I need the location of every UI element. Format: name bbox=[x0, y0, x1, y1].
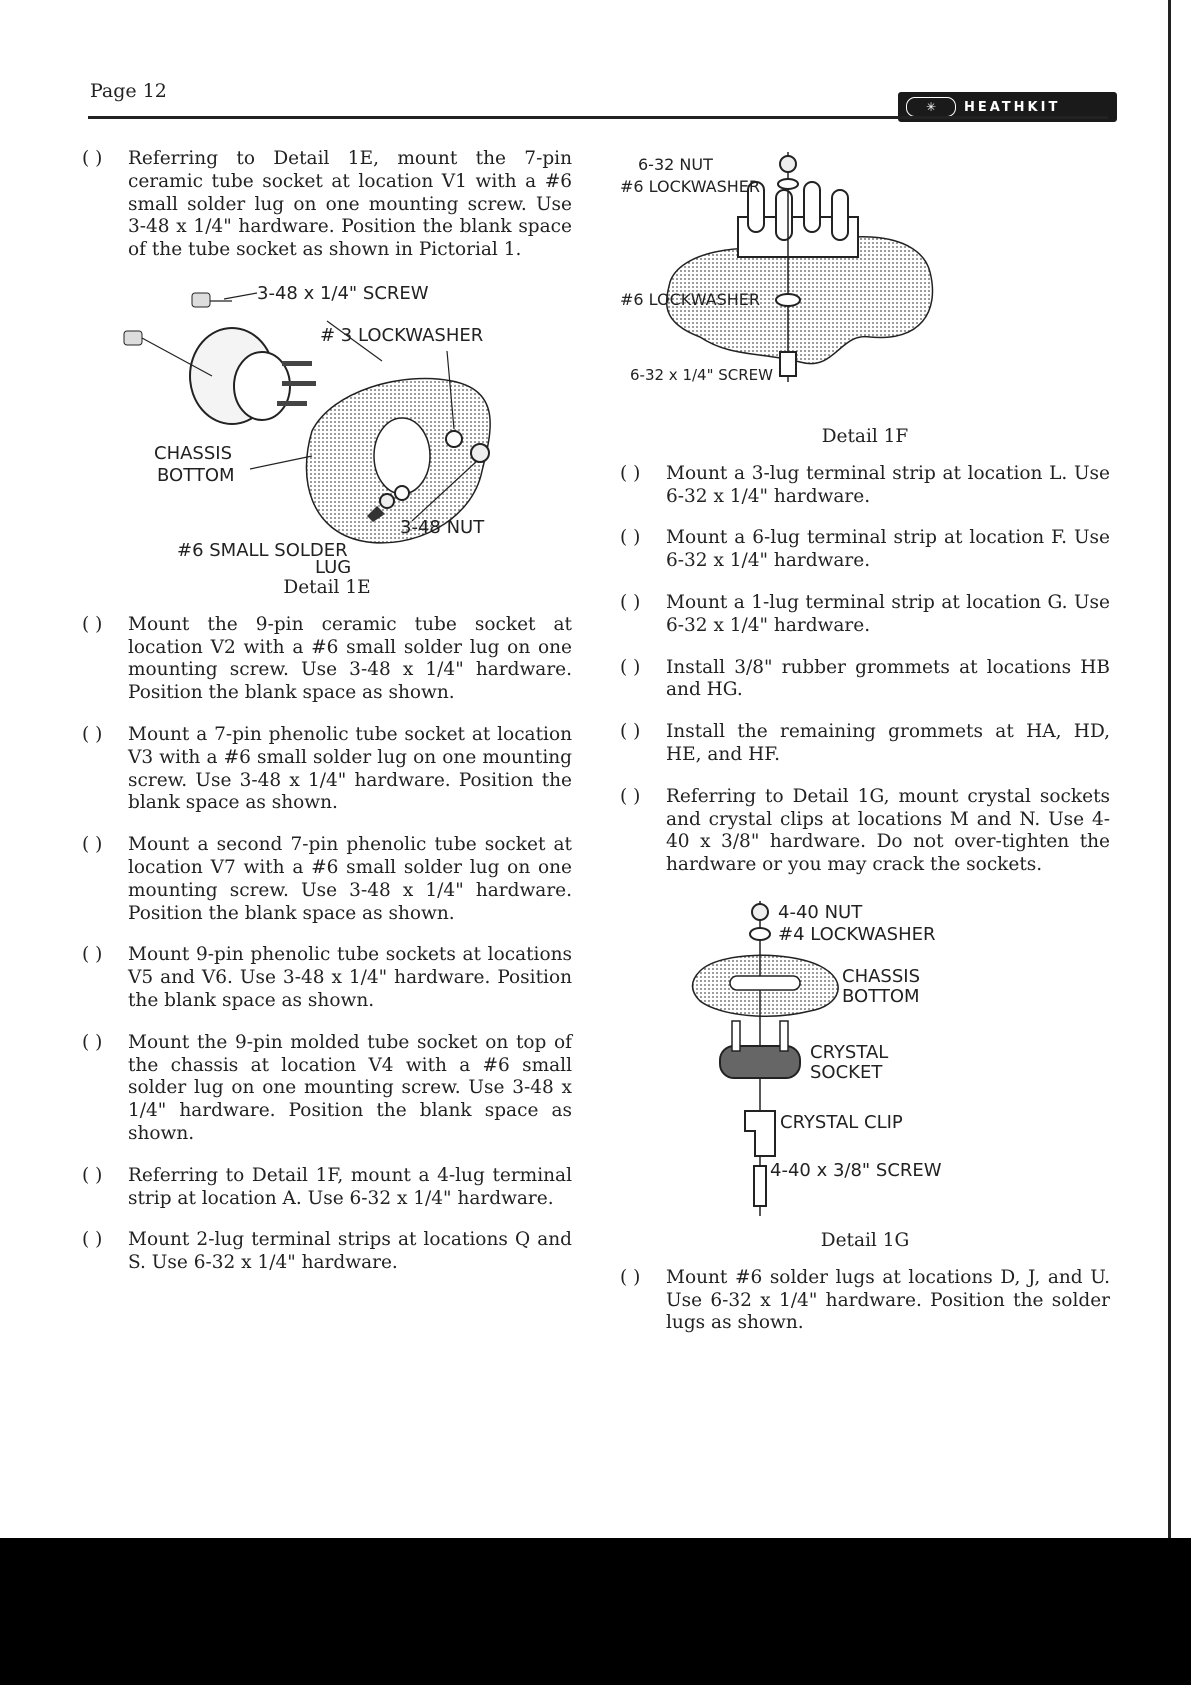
label-nut: 6-32 NUT bbox=[638, 155, 713, 174]
step-item bbox=[620, 592, 1110, 638]
checkbox[interactable]: ( ) bbox=[620, 462, 641, 484]
checkbox[interactable]: ( ) bbox=[620, 721, 641, 743]
step-item bbox=[82, 148, 572, 262]
label-crystal-clip: CRYSTAL CLIP bbox=[780, 1111, 903, 1133]
detail-1g-caption: Detail 1G bbox=[820, 1229, 910, 1251]
scan-footer-band bbox=[0, 1538, 1191, 1685]
step-text: Referring to Detail 1E, mount the 7-pin ceramic tube socket at location V1 with a #6 small solder lug on one mounting screw. Use 3-48 x 1/4" hardware. Position the blank space of the tube socket as shown in Pictorial 1. bbox=[128, 148, 572, 261]
step-text: Mount #6 solder lugs at locations D, J, and U. Use 6-32 x 1/4" hardware. Position the solder lugs as shown. bbox=[666, 1266, 1110, 1334]
lockwasher-icon bbox=[776, 294, 800, 306]
step-text: Referring to Detail 1G, mount crystal sockets and crystal clips at locations M and N. Use 4-40 x 3/8" hardware. Do not over-tighten the hardware or you may crack the sockets. bbox=[666, 785, 1110, 876]
checkbox[interactable]: ( ) bbox=[82, 1031, 103, 1053]
detail-1e-figure bbox=[82, 281, 572, 600]
label-socket: SOCKET bbox=[810, 1061, 883, 1083]
detail-1f-caption: Detail 1F bbox=[821, 426, 909, 447]
checkbox[interactable]: ( ) bbox=[620, 591, 641, 613]
label-crystal: CRYSTAL bbox=[810, 1041, 889, 1063]
nut-icon bbox=[752, 904, 768, 920]
label-chassis: CHASSIS bbox=[842, 965, 921, 987]
left-column bbox=[82, 148, 572, 1294]
step-text: Mount 2-lug terminal strips at locations Q and S. Use 6-32 x 1/4" hardware. bbox=[128, 1229, 572, 1274]
label-lockwasher: #6 LOCKWASHER bbox=[620, 177, 761, 196]
step-item bbox=[82, 1032, 572, 1146]
page-number: Page 12 bbox=[90, 80, 167, 102]
checkbox[interactable]: ( ) bbox=[620, 656, 641, 678]
step-item bbox=[620, 463, 1110, 509]
step-item bbox=[82, 944, 572, 1012]
checkbox[interactable]: ( ) bbox=[82, 1229, 103, 1251]
step-text: Mount the 9-pin molded tube socket on top of the chassis at location V4 with a #6 small solder lug on one mounting screw. Use 3-48 x 1/4" hardware. Position the blank space as shown. bbox=[128, 1031, 572, 1144]
step-text: Referring to Detail 1F, mount a 4-lug terminal strip at location A. Use 6-32 x 1/4" hardware. bbox=[128, 1164, 572, 1209]
detail-1g-figure bbox=[620, 896, 1110, 1253]
step-text: Mount a second 7-pin phenolic tube socket at location V7 with a #6 small solder lug on one mounting screw. Use 3-48 x 1/4" hardware. Position the blank space as shown. bbox=[128, 834, 572, 924]
checkbox[interactable]: ( ) bbox=[620, 1266, 641, 1288]
step-text: Mount a 6-lug terminal strip at location F. Use 6-32 x 1/4" hardware. bbox=[666, 527, 1110, 572]
step-text: Mount a 1-lug terminal strip at location G. Use 6-32 x 1/4" hardware. bbox=[666, 591, 1110, 636]
step-item bbox=[82, 614, 572, 705]
step-text: Mount a 3-lug terminal strip at location L. Use 6-32 x 1/4" hardware. bbox=[666, 462, 1110, 507]
label-screw: 4-40 x 3/8" SCREW bbox=[770, 1159, 942, 1181]
label-chassis-bottom: BOTTOM bbox=[842, 985, 920, 1007]
label-nut: 3-48 NUT bbox=[400, 516, 485, 538]
label-lockwasher: #4 LOCKWASHER bbox=[778, 923, 936, 945]
nut-icon bbox=[471, 444, 489, 462]
checkbox[interactable]: ( ) bbox=[82, 148, 103, 169]
checkbox[interactable]: ( ) bbox=[82, 723, 103, 745]
step-item bbox=[620, 657, 1110, 703]
crystal-clip bbox=[745, 1111, 775, 1156]
step-text: Mount a 7-pin phenolic tube socket at location V3 with a #6 small solder lug on one mounting screw. Use 3-48 x 1/4" hardware. Position the blank space as shown. bbox=[128, 723, 572, 814]
checkbox[interactable]: ( ) bbox=[82, 944, 103, 966]
screw-icon bbox=[192, 293, 232, 307]
step-text: Install 3/8" rubber grommets at locations HB and HG. bbox=[666, 656, 1110, 701]
step-item bbox=[620, 1267, 1110, 1335]
heathkit-logo-icon: ✳ bbox=[906, 97, 956, 117]
label-lug: LUG bbox=[315, 556, 352, 573]
label-screw: 6-32 x 1/4" SCREW bbox=[630, 366, 773, 384]
step-item bbox=[82, 1165, 572, 1211]
label-lockwasher: #6 LOCKWASHER bbox=[620, 290, 761, 309]
label-nut: 4-40 NUT bbox=[778, 901, 863, 923]
checkbox[interactable]: ( ) bbox=[620, 785, 641, 807]
detail-1e-illustration bbox=[82, 281, 572, 573]
step-text: Mount 9-pin phenolic tube sockets at locations V5 and V6. Use 3-48 x 1/4" hardware. Position the blank space as shown. bbox=[128, 944, 572, 1011]
lockwasher-icon bbox=[778, 179, 798, 189]
screw-icon bbox=[754, 1166, 766, 1206]
checkbox[interactable]: ( ) bbox=[82, 1164, 103, 1186]
detail-1f-figure bbox=[620, 142, 1110, 449]
label-lockwasher: # 3 LOCKWASHER bbox=[320, 324, 484, 346]
label-screw: 3-48 x 1/4" SCREW bbox=[257, 282, 429, 304]
detail-1e-caption: Detail 1E bbox=[283, 576, 371, 598]
detail-1f-illustration bbox=[620, 142, 1110, 422]
step-item bbox=[620, 786, 1110, 877]
page-edge bbox=[1168, 0, 1171, 1540]
step-item bbox=[620, 721, 1110, 767]
screw-icon bbox=[780, 352, 796, 376]
nut-icon bbox=[780, 156, 796, 172]
brand-name: HEATHKIT bbox=[964, 99, 1061, 115]
step-text: Install the remaining grommets at HA, HD, HE, and HF. bbox=[666, 721, 1110, 765]
detail-1g-illustration bbox=[620, 896, 1110, 1226]
step-item bbox=[620, 527, 1110, 573]
label-chassis-bottom: BOTTOM bbox=[157, 464, 235, 486]
step-item bbox=[82, 1229, 572, 1275]
step-item bbox=[82, 834, 572, 925]
right-column bbox=[620, 142, 1110, 1354]
step-text: Mount the 9-pin ceramic tube socket at location V2 with a #6 small solder lug on one mounting screw. Use 3-48 x 1/4" hardware. Position the blank space as shown. bbox=[128, 613, 572, 704]
checkbox[interactable]: ( ) bbox=[82, 834, 103, 856]
lockwasher-icon bbox=[446, 431, 462, 447]
lockwasher-icon bbox=[750, 928, 770, 940]
checkbox[interactable]: ( ) bbox=[82, 613, 103, 635]
step-item bbox=[82, 724, 572, 815]
label-solder-lug: #6 SMALL SOLDER bbox=[177, 539, 348, 561]
header-rule bbox=[88, 116, 1108, 119]
socket-hole bbox=[374, 418, 430, 494]
label-chassis: CHASSIS bbox=[154, 442, 233, 464]
checkbox[interactable]: ( ) bbox=[620, 527, 641, 549]
